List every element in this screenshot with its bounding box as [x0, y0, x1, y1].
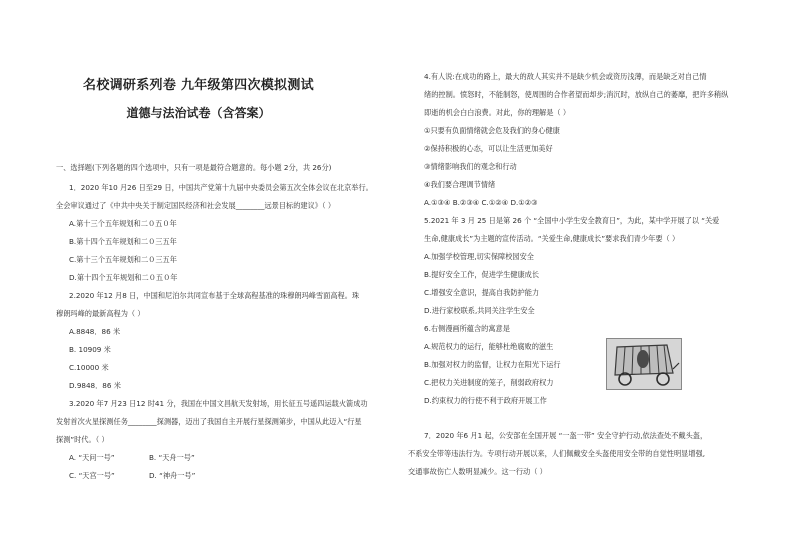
q6-option-b: B.加强对权力的监督，让权力在阳光下运行: [424, 360, 561, 369]
q6-option-d: D.约束权力的行使不利于政府开展工作: [424, 396, 547, 405]
q6-option-c: C.把权力关进制度的笼子，削弱政府权力: [424, 378, 554, 387]
q1-option-a: A.第十三个五年规划和二０五０年: [69, 219, 177, 228]
exam-title: 名校调研系列卷 九年级第四次模拟测试: [83, 78, 314, 93]
q2-stem-line2: 穆朗玛峰的最新高程为（ ）: [56, 309, 145, 318]
q4-statement-2: ②保持积极的心态，可以让生活更加美好: [424, 144, 553, 153]
q4-stem-line1: 4.有人说:在成功的路上，最大的敌人其实并不是缺少机会或资历浅薄，而是缺乏对自己情: [424, 72, 707, 81]
q3-option-a: A. “天问一号”: [69, 453, 115, 462]
q3-option-b: B. “天舟一号”: [149, 453, 195, 462]
q7-stem-line2: 不系安全带等违法行为。专项行动开展以来，人们佩戴安全头盔使用安全带的自觉性明显增强,: [408, 449, 705, 458]
q5-option-b: B.提好安全工作，促进学生健康成长: [424, 270, 540, 279]
q2-option-b: B. 10909 米: [69, 345, 111, 354]
section-heading: 一、选择题(下列各题的四个选项中，只有一项是最符合题意的。每小题 2分，共 26分): [56, 163, 332, 172]
q3-stem-line1: 3.2020 年7 月23 日12 时41 分，我国在中国文昌航天发射场，用长征五号遥四运载火箭成功: [69, 399, 368, 408]
cage-cart-illustration: [607, 339, 681, 389]
q3-option-c: C. “天宫一号”: [69, 471, 115, 480]
q2-stem-line1: 2.2020 年12 月8 日，中国和尼泊尔共同宣布基于全球高程基准的珠穆朗玛峰雪面高程。珠: [69, 291, 360, 300]
q5-stem-line1: 5.2021 年 3 月 25 日是第 26 个 “全国中小学生安全教育日”，为此，某中学开展了以 “关爱: [424, 216, 720, 225]
q3-stem-line3: 探测”时代。（ ）: [56, 435, 109, 444]
q1-option-b: B.第十四个五年规划和二０三五年: [69, 237, 177, 246]
q2-option-a: A.8848．86 米: [69, 327, 121, 336]
q5-stem-line2: 生命,健康成长”为主题的宣传活动。“关爱生命,健康成长”要求我们青少年要（ ）: [424, 234, 680, 243]
q6-option-a: A.规范权力的运行，能够杜绝腐败的滋生: [424, 342, 554, 351]
q5-option-a: A.加强学校管理,切实保障校园安全: [424, 252, 534, 261]
q3-option-d: D. “神舟一号”: [149, 471, 196, 480]
q5-option-d: D.进行家校联系,共同关注学生安全: [424, 306, 535, 315]
exam-subtitle: 道德与法治试卷（含答案）: [126, 106, 271, 120]
q2-option-d: D.9848．86 米: [69, 381, 121, 390]
q7-stem-line1: 7．2020 年6 月1 起，公安部在全国开展 “一盔一带” 安全守护行动,依法查处不戴头盔，: [424, 431, 708, 440]
q3-stem-line2: 发射首次火星探测任务________探测器，迈出了我国自主开展行星探测第步，中国从此迈入“行星: [56, 417, 362, 426]
q4-statement-1: ①只要有负面情绪就会危及我们的身心健康: [424, 126, 560, 135]
q5-option-c: C.增强安全意识，提高自我防护能力: [424, 288, 540, 297]
q4-options: A.①③④ B.②③④ C.①②④ D.①②③: [424, 198, 538, 207]
q4-stem-line3: 即逝的机会白白浪费。对此，你的理解是（ ）: [424, 108, 571, 117]
q1-option-d: D.第十四个五年规划和二０五０年: [69, 273, 178, 282]
q6-stem: 6.右侧漫画所蕴含的寓意是: [424, 324, 510, 333]
q1-stem-line1: 1．2020 年10 月26 日至29 日，中国共产党第十九届中央委员会第五次全体会议在北京举行。: [69, 183, 373, 192]
q4-statement-3: ③情绪影响我们的观念和行动: [424, 162, 517, 171]
q7-stem-line3: 交通事故伤亡人数明显减少。这一行动（ ）: [408, 467, 547, 476]
q4-stem-line2: 绪的控制。愤怒时，不能制怒，使周围的合作者望而却步;消沉时，放纵自己的萎靡，把许多稍纵: [424, 90, 729, 99]
q1-stem-line2: 全会审议通过了《中共中央关于制定国民经济和社会发展________远景目标的建议》（ ）: [56, 201, 336, 210]
q4-statement-4: ④我们要合理调节情绪: [424, 180, 496, 189]
q2-option-c: C.10000 米: [69, 363, 109, 372]
q1-option-c: C.第十三个五年规划和二０三五年: [69, 255, 177, 264]
cartoon-image: [606, 338, 682, 390]
